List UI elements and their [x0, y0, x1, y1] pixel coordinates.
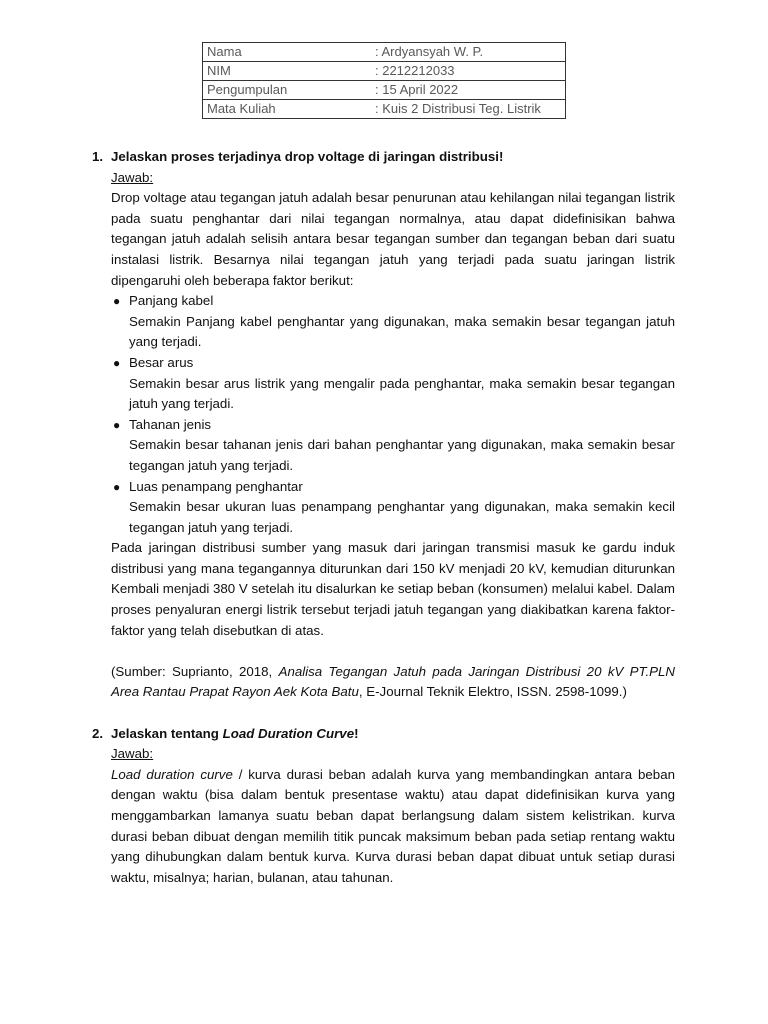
info-row-nim — [203, 62, 566, 81]
source-title: Analisa Tegangan Jatuh pada Jaringan Distribusi 20 kV PT.PLN Area Rantau Prapat Rayon Aek Kota Batu — [111, 663, 676, 700]
question-title-suffix: ! — [354, 725, 359, 741]
info-label: Nama — [203, 43, 372, 62]
answer-closing: Pada jaringan distribusi sumber yang masuk dari jaringan transmisi masuk ke gardu induk distribusi yang mana tegangannya diturunkan dari 150 kV menjadi 20 kV, kemudian diturunkan Kembali menjadi 380 V setelah itu disalurkan ke setiap beban (konsumen) melalui kabel. Dalam proses penyaluran energi listrik tersebut terjadi jatuh tegangan yang diakibatkan karena faktor-faktor yang telah disebutkan di atas. — [111, 540, 675, 638]
info-label: Mata Kuliah — [203, 100, 372, 119]
source-prefix: (Sumber: Suprianto, 2018, — [111, 663, 279, 679]
bullet-icon: ● — [113, 479, 121, 494]
question-title-term: Load Duration Curve — [222, 725, 355, 741]
bullet-icon: ● — [113, 294, 121, 309]
answer-label: Jawab: — [111, 169, 154, 185]
factor-name: Besar arus — [129, 354, 194, 370]
answer-text — [111, 765, 675, 889]
question-2 — [92, 724, 675, 889]
question-title-prefix: Jelaskan tentang — [111, 725, 223, 741]
info-label: Pengumpulan — [203, 81, 372, 100]
answer-term: Load duration curve — [111, 766, 233, 782]
factor-description: Semakin besar ukuran luas penampang penghantar yang digunakan, maka semakin kecil tegangan jatuh yang terjadi. — [129, 499, 675, 535]
answer-label: Jawab: — [111, 746, 154, 762]
factor-name: Luas penampang penghantar — [129, 478, 303, 494]
factor-name: Panjang kabel — [129, 293, 214, 309]
question-number: 2. — [92, 725, 104, 741]
factor-description: Semakin besar tahanan jenis dari bahan penghantar yang digunakan, maka semakin besar tegangan jatuh yang terjadi. — [129, 437, 675, 473]
bullet-icon: ● — [113, 355, 121, 370]
factor-list — [111, 291, 675, 538]
info-value: : Kuis 2 Distribusi Teg. Listrik — [371, 100, 566, 119]
info-row-course — [203, 100, 566, 119]
list-item — [111, 415, 675, 477]
source-suffix: , E-Journal Teknik Elektro, ISSN. 2598-1099.) — [358, 684, 627, 700]
answer-body: / kurva durasi beban adalah kurva yang membandingkan antara beban dengan waktu (bisa dalam bentuk presentase waktu) atau dapat didefinisikan kurva yang menggambarkan lamanya suatu beban dapat berlangsung dalam sistem kelistrikan. kurva durasi beban dibuat dengan memilih titik puncak maksimum beban pada setiap rentang waktu yang dihubungkan dalam bentuk kurva. Kurva durasi beban dapat dibuat untuk setiap durasi waktu, misalnya; harian, bulanan, atau tahunan. — [111, 766, 675, 885]
info-value: : 15 April 2022 — [371, 81, 566, 100]
question-1 — [92, 147, 675, 703]
info-label: NIM — [203, 62, 372, 81]
info-row-submission — [203, 81, 566, 100]
spacer — [111, 641, 675, 662]
answer-intro: Drop voltage atau tegangan jatuh adalah besar penurunan atau kehilangan nilai tegangan listrik pada suatu penghantar dari nilai tegangan normalnya, atau dapat didefinisikan bahwa tegangan jatuh adalah selisih antara besar tegangan sumber dan tegangan beban dari suatu instalasi listrik. Besarnya nilai tegangan jatuh yang terjadi pada suatu jaringan listrik dipengaruhi oleh beberapa faktor berikut: — [111, 190, 675, 288]
list-item — [111, 291, 675, 353]
info-value: : Ardyansyah W. P. — [371, 43, 566, 62]
document-body — [92, 147, 675, 888]
factor-description: Semakin besar arus listrik yang mengalir pada penghantar, maka semakin besar tegangan jatuh yang terjadi. — [129, 375, 675, 412]
question-title — [111, 724, 675, 745]
question-number: 1. — [92, 149, 104, 164]
bullet-icon: ● — [113, 417, 121, 432]
info-value: : 2212212033 — [371, 62, 566, 81]
list-item — [111, 353, 675, 415]
factor-description: Semakin Panjang kabel penghantar yang digunakan, maka semakin besar tegangan jatuh yang terjadi. — [129, 313, 675, 350]
info-row-name — [203, 43, 566, 62]
factor-name: Tahanan jenis — [129, 416, 212, 432]
source-citation — [111, 662, 675, 703]
spacer — [92, 703, 675, 724]
question-title: Jelaskan proses terjadinya drop voltage di jaringan distribusi! — [111, 149, 504, 164]
student-info-table — [202, 42, 566, 119]
list-item — [111, 477, 675, 539]
